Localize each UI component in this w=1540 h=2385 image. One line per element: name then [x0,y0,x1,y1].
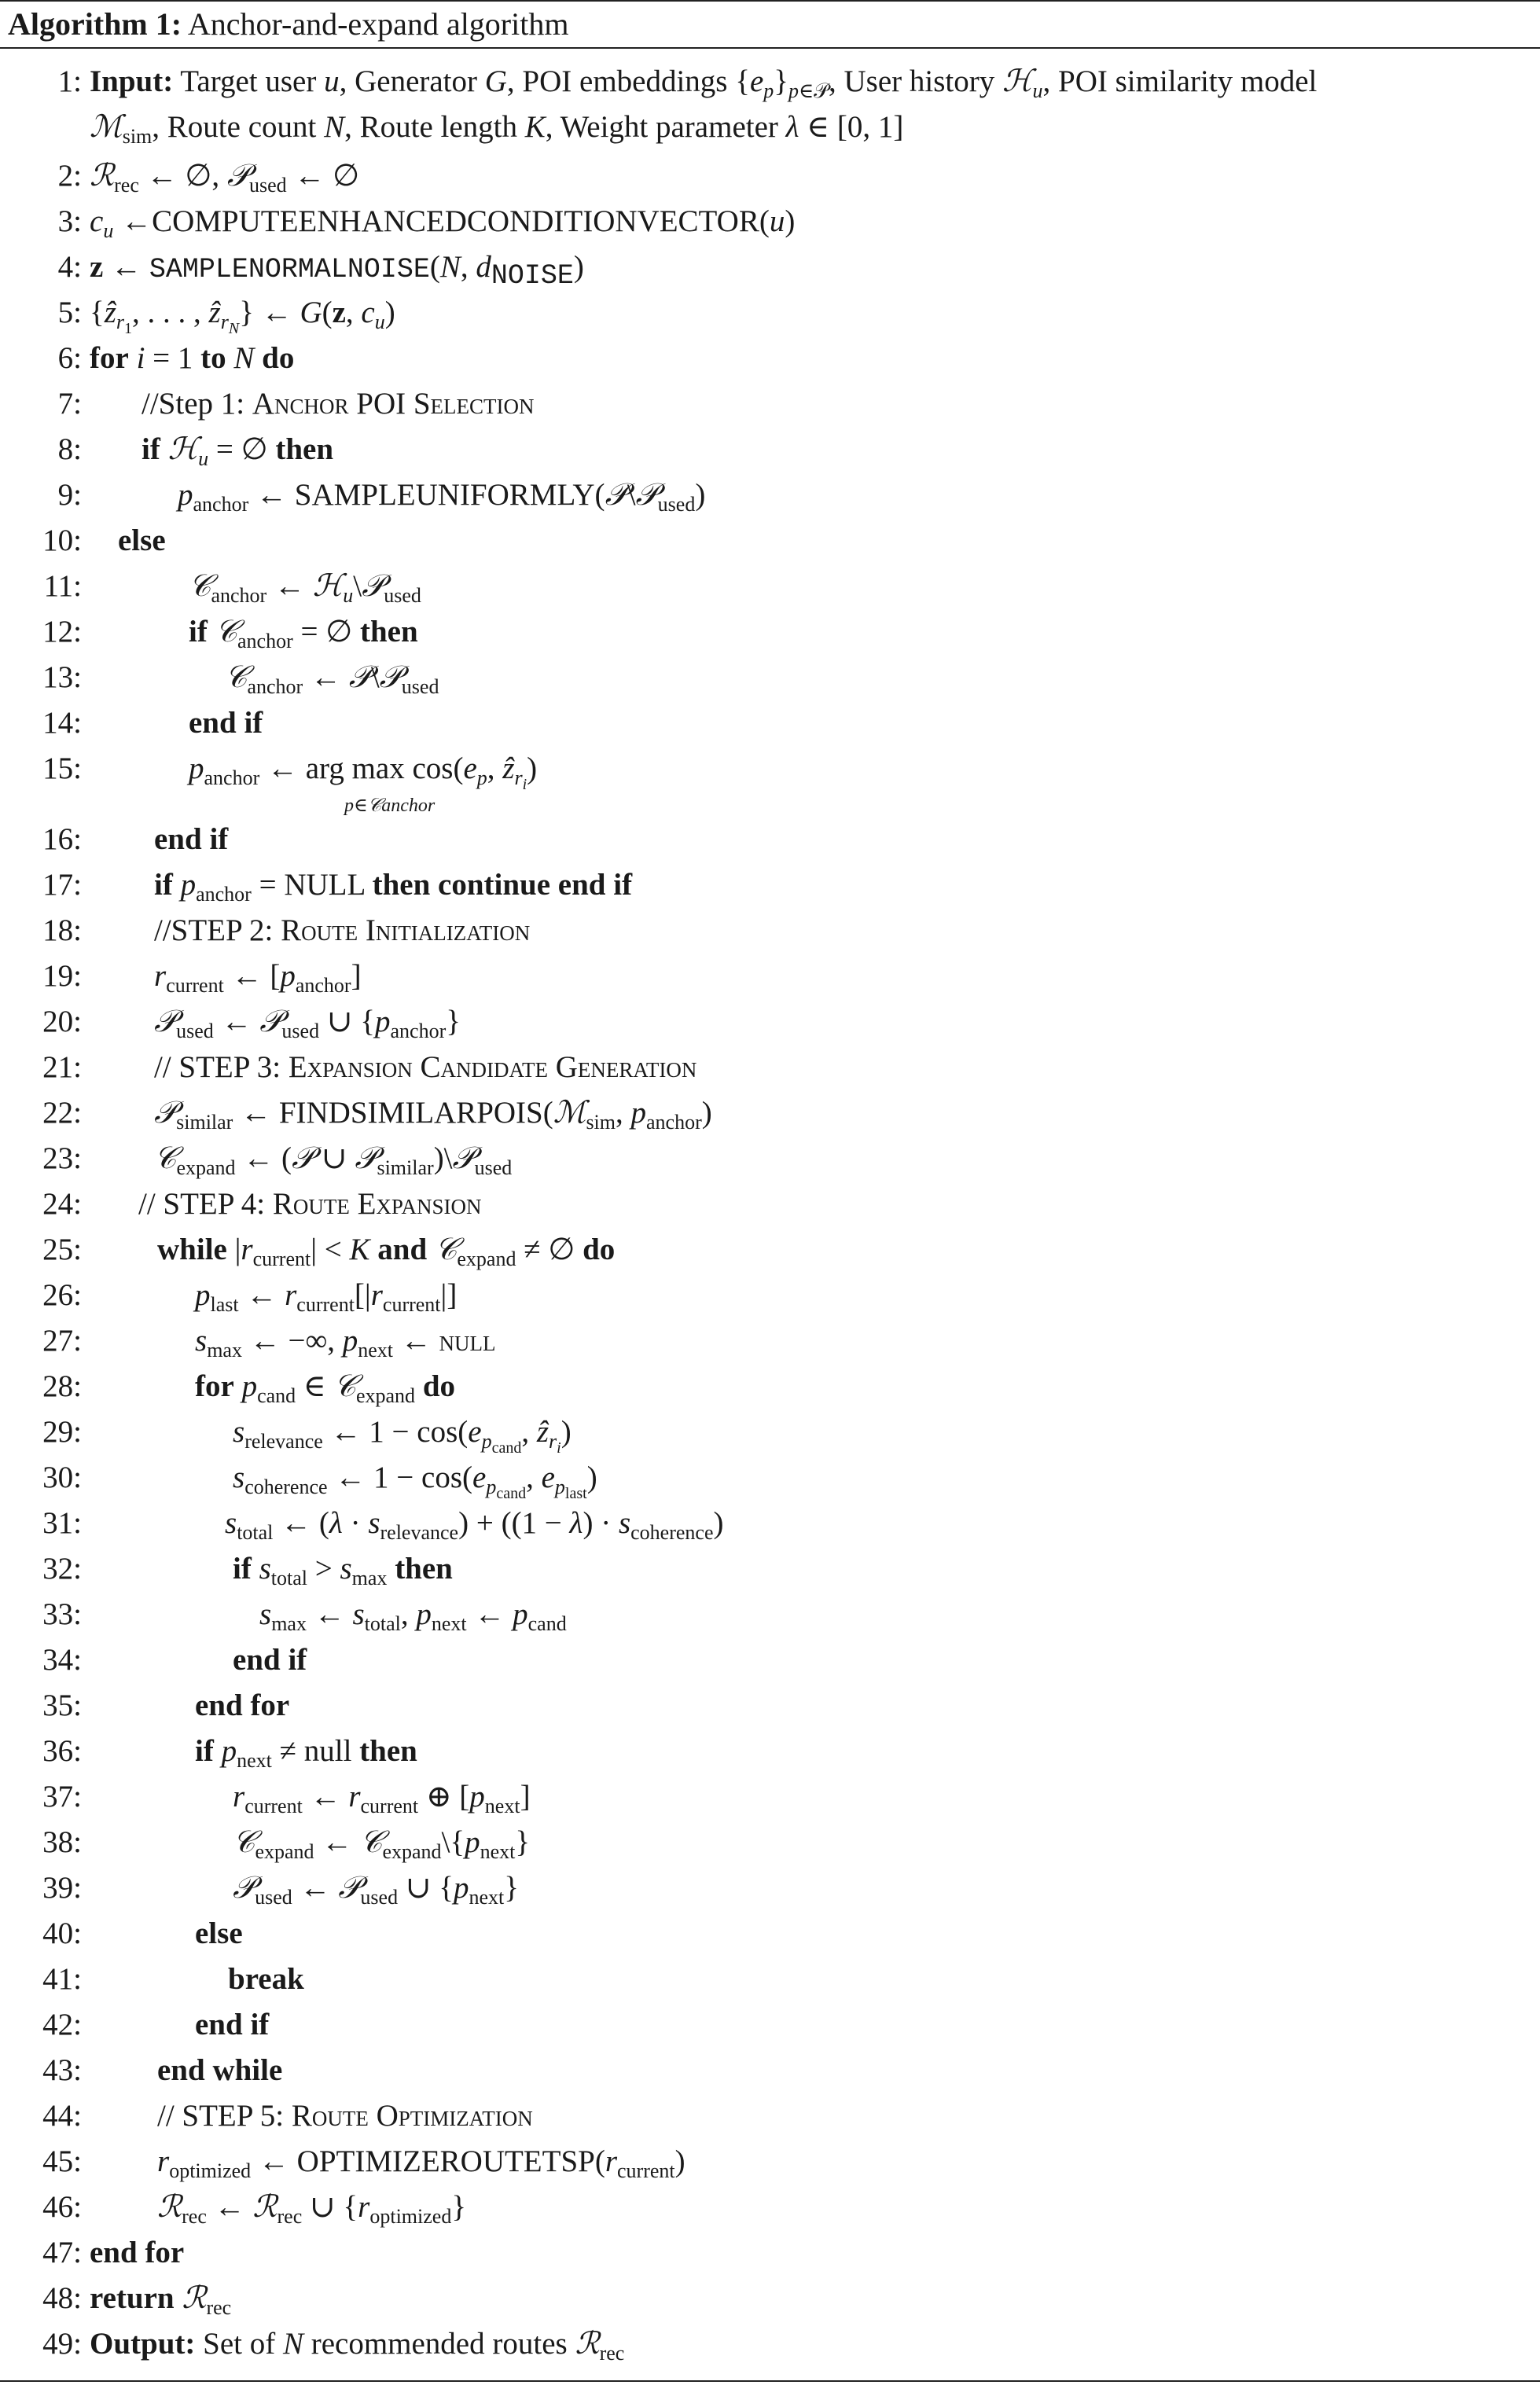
line-number: 43: [42,2053,82,2087]
line-text: ℛ$_{rec}$ ← ∅, 𝒫$_{used}$ ← ∅ [90,158,360,197]
algorithm-line [0,382,1540,426]
line-text: end if [189,706,263,740]
line-number: 29: [42,1415,82,1449]
line-number: 45: [42,2144,82,2178]
line-number: 1: [57,64,82,98]
line-text: else [118,524,166,557]
algorithm-line [0,2049,1540,2093]
algorithm-line [0,747,1540,791]
algorithm-caption [8,6,568,42]
algorithm-line [0,610,1540,654]
line-number: 17: [42,868,82,902]
algorithm-line [0,336,1540,380]
line-text: Input: Target user u, Generator G, POI embeddings $\{e_p\}_{p\in 𝒫}$, User history ℋ$_u$, POI similarity model [90,64,1318,102]
algorithm-line [0,701,1540,745]
line-number: 3: [57,204,82,238]
line-text: $r_{optimized}$ ← $OPTIMIZEROUTETSP(r_{current})$ [157,2144,685,2182]
algorithm-line [0,1501,1540,1545]
argmax-subscript: p∈𝒞anchor [344,796,436,816]
line-number: 16: [42,822,82,856]
algorithm-line [0,564,1540,608]
algorithm-line [0,60,1540,104]
algorithm-line [0,818,1540,862]
line-text: 𝒫$_{similar}$ ← FINDSIMILARPOIS(ℳ$_{sim}$, $p_{anchor}$) [154,1095,712,1134]
line-number: 5: [57,296,82,329]
line-number: 4: [57,250,82,284]
line-text: {ẑ$_{r_1}$, . . . , ẑ$_{r_N}$} ← G(z, $c_u$) [90,296,395,337]
algorithm-line [0,1091,1540,1135]
line-text: $p_{anchor}$ ← SAMPLEUNIFORMLY(𝒫\𝒫$_{used}$) [178,477,706,516]
line-text: 𝒞$_{anchor}$ ← 𝒫\𝒫$_{used}$ [225,660,439,698]
line-text: if $p_{anchor}$ = NULL then continue end if [154,868,633,906]
line-number: 46: [42,2190,82,2224]
line-number: 37: [42,1780,82,1814]
algorithm-line [0,1866,1540,1910]
caption-title: Anchor-and-expand algorithm [187,6,569,42]
line-number: 41: [42,1962,82,1996]
line-number: 27: [42,1324,82,1358]
algorithm-line [0,1593,1540,1637]
algorithm-line [0,154,1540,198]
line-number: 8: [57,432,82,466]
line-number: 13: [42,660,82,694]
algorithm-line [0,1456,1540,1500]
line-number: 32: [42,1552,82,1586]
line-text: end for [195,1689,290,1722]
algorithm-line [0,1228,1540,1272]
line-text: end while [157,2053,283,2087]
algorithm-line [0,1912,1540,1956]
line-text: if 𝒞$_{anchor}$ = ∅ then [189,614,418,652]
line-number: 40: [42,1916,82,1950]
line-number: 36: [42,1734,82,1768]
line-text: $s_{max}$ ← −∞, $p_{next}$ ← null [195,1324,496,1362]
algorithm-line [0,1547,1540,1591]
line-text: $c_u$ ←COMPUTEENHANCEDCONDITIONVECTOR(u) [90,204,796,242]
line-text: 𝒫$_{used}$ ← 𝒫$_{used}$ ∪ $\{p_{anchor}\}$ [154,1004,461,1042]
algorithm-line [0,863,1540,907]
line-number: 47: [42,2236,82,2269]
line-number: 9: [57,478,82,512]
line-number: 28: [42,1369,82,1403]
algorithm-line [0,200,1540,244]
line-number: 18: [42,913,82,947]
line-text: // STEP 4: Route Expansion [138,1187,482,1221]
line-text: $s_{total}$ ← $(\lambda \cdot s_{relevance}) + ((1 - \lambda) \cdot s_{coherence})$ [225,1506,724,1544]
line-number: 20: [42,1005,82,1038]
line-text: end if [154,822,229,856]
line-number: 7: [57,387,82,421]
algorithm-line [0,954,1540,998]
line-text: 𝒞$_{anchor}$ ← ℋ$_u$\𝒫$_{used}$ [189,568,421,607]
line-number: 44: [42,2099,82,2133]
line-text: $r_{current}$ ← $r_{current}$ ⊕ $[p_{next}]$ [233,1780,531,1817]
algorithm-line [0,2003,1540,2047]
line-number: 21: [42,1050,82,1084]
line-number: 42: [42,2008,82,2041]
line-text: 𝒞$_{expand}$ ← (𝒫 ∪ 𝒫$_{similar}$)\𝒫$_{used}$ [154,1141,513,1179]
algorithm-line [0,1729,1540,1773]
line-text: if $p_{next}$ ≠ null then [195,1734,417,1772]
line-text: if $s_{total} > s_{max}$ then [233,1552,453,1589]
line-number: 15: [42,752,82,785]
line-text: else [195,1916,243,1950]
line-text: while $|r_{current}| < K$ and 𝒞$_{expand}$ ≠ ∅ do [157,1232,616,1270]
line-text: 𝒫$_{used}$ ← 𝒫$_{used}$ ∪ $\{p_{next}\}$ [233,1870,519,1909]
line-number: 2: [57,159,82,193]
line-text: $s_{max}$ ← $s_{total}$, $p_{next}$ ← $p_{cand}$ [259,1597,567,1635]
algorithm-line [0,656,1540,700]
line-text: $s_{relevance}$ ← $1 - \cos(e_{p_{cand}}$, ẑ$_{r_i}$) [233,1415,572,1457]
algorithm-line [0,428,1540,472]
algorithm-line [0,1684,1540,1728]
line-number: 12: [42,615,82,649]
line-number: 23: [42,1141,82,1175]
line-text: //Step 1: Anchor POI Selection [142,387,535,421]
line-text: for $p_{cand}$ ∈ 𝒞$_{expand}$ do [195,1369,456,1407]
algorithm-line [0,291,1540,335]
line-text: z ← SAMPLENORMALNOISE(N, $d_{NOISE}$) [90,250,584,292]
line-number: 39: [42,1871,82,1905]
bottom-rule [0,2380,1540,2382]
line-number: 6: [57,341,82,375]
algorithm-line [0,1137,1540,1181]
line-text: // STEP 3: Expansion Candidate Generation [154,1050,697,1084]
line-text: $p_{anchor}$ ← arg $\max \cos(e_p$, ẑ$_{r_i}$) [189,752,538,793]
line-text: $p_{last}$ ← $r_{current}[|r_{current}|]$ [195,1278,458,1316]
algorithm-line [0,1046,1540,1090]
line-number: 30: [42,1461,82,1494]
algorithm-line [0,1365,1540,1409]
line-text: 𝒞$_{expand}$ ← $𝒞_{expand}\backslash\{p_{next}\}$ [233,1825,531,1863]
line-text: $s_{coherence}$ ← $1 - \cos(e_{p_{cand}}$, $e_{p_{last}}$) [233,1461,597,1502]
algorithm-line [0,1273,1540,1317]
line-text: // STEP 5: Route Optimization [157,2099,533,2133]
algorithm-line [0,2094,1540,2138]
line-number: 22: [42,1096,82,1130]
line-text: //STEP 2: Route Initialization [154,913,531,947]
algorithm-line [0,1775,1540,1819]
line-number: 35: [42,1689,82,1722]
line-number: 10: [42,524,82,557]
algorithm-line [0,105,1540,149]
algorithm-line [0,1638,1540,1682]
algorithm-line [0,2322,1540,2366]
line-number: 49: [42,2327,82,2361]
algorithm-line [0,1410,1540,1457]
algorithm-line [0,2277,1540,2321]
line-number: 34: [42,1643,82,1677]
algorithm-line [0,2140,1540,2184]
algorithm-line [0,519,1540,563]
line-text: end if [195,2008,270,2041]
line-number: 48: [42,2281,82,2315]
line-text: ℳ$_{sim}$, Route count N, Route length K, Weight parameter λ ∈ [0, 1] [90,109,904,148]
line-text: Output: Set of N recommended routes ℛ$_{rec}$ [90,2326,625,2365]
line-number: 31: [42,1506,82,1540]
algorithm-line [0,1182,1540,1226]
caption-label: Algorithm 1: [8,6,182,42]
line-number: 19: [42,959,82,993]
line-number: 26: [42,1278,82,1312]
algorithm-line [0,1000,1540,1044]
algorithm-line [0,1821,1540,1865]
line-number: 14: [42,706,82,740]
line-text: return ℛ$_{rec}$ [90,2280,232,2319]
algorithm-line [0,473,1540,517]
algorithm-line [0,1319,1540,1363]
line-number: 38: [42,1825,82,1859]
line-text: ℛ$_{rec}$ ← ℛ$_{rec}$ ∪ $\{r_{optimized}\}$ [157,2189,467,2228]
line-number: 24: [42,1187,82,1221]
algorithm-line [0,1957,1540,2001]
line-text: end if [233,1643,307,1677]
line-text: for i = 1 to N do [90,341,295,375]
line-text: end for [90,2236,185,2269]
algorithm-line [0,2185,1540,2229]
line-number: 33: [42,1597,82,1631]
algorithm-line [0,909,1540,953]
algorithm-line [0,2231,1540,2275]
top-rule [0,0,1540,2]
line-text: if ℋ$_u$ = ∅ then [142,432,334,470]
algorithm-line [0,245,1540,292]
line-text: $r_{current}$ ← $[p_{anchor}]$ [154,959,362,997]
line-text: break [228,1962,304,1996]
caption-rule [0,47,1540,49]
line-number: 25: [42,1233,82,1266]
line-number: 11: [43,569,82,603]
